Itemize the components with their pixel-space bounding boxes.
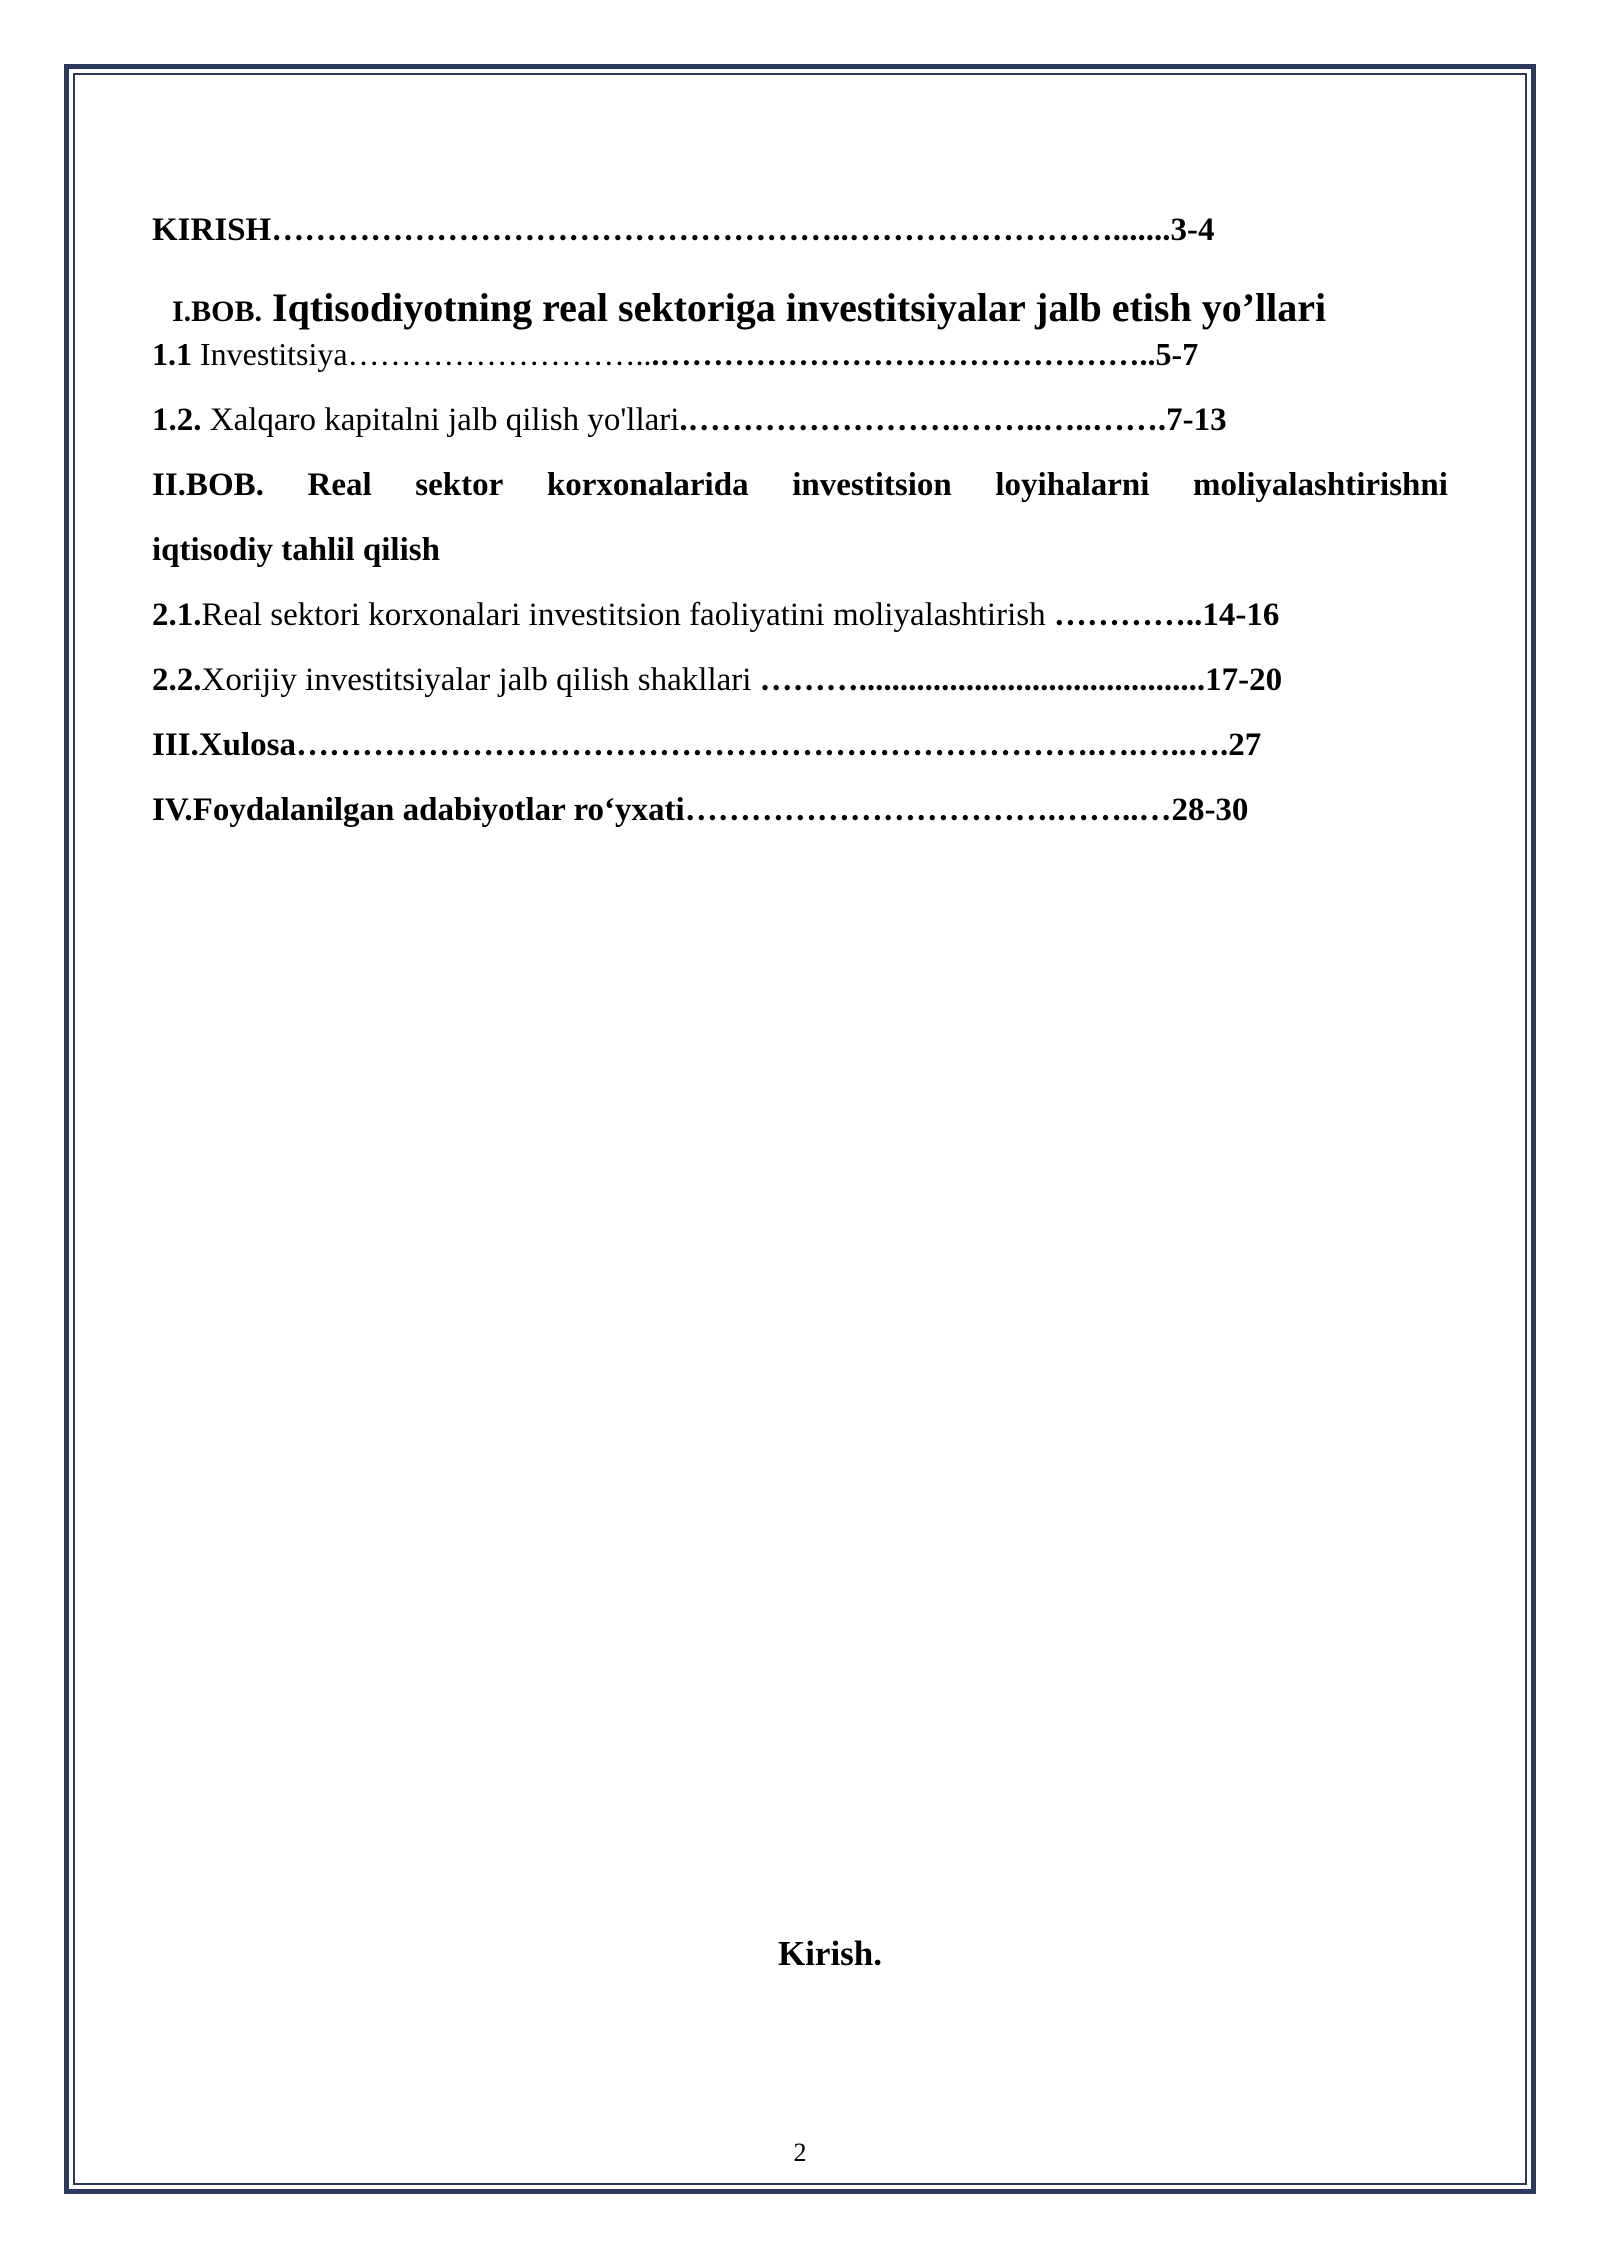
toc-page-range: 28-30	[1171, 792, 1249, 828]
chapter-word: korxonalarida	[546, 467, 749, 503]
chapter-word: II.BOB.	[152, 467, 264, 503]
chapter-word: investitsion	[792, 467, 952, 503]
toc-label: Xalqaro kapitalni jalb qilish yo'llari	[201, 402, 680, 438]
chapter-word: loyihalarni	[995, 467, 1150, 503]
chapter-prefix: I.BOB.	[172, 295, 263, 328]
toc-entry-1-1	[152, 334, 1448, 374]
toc-entry-1-2	[152, 400, 1448, 440]
toc-chapter-2-line-2	[152, 530, 1448, 570]
toc-label: Xorijiy investitsiyalar jalb qilish shakllari	[201, 662, 760, 698]
toc-label: IV.Foydalanilgan adabiyotlar ro‘yxati	[152, 792, 685, 828]
toc-label: Investitsiya	[192, 336, 348, 372]
toc-leader-dots: ……………………………………………..…………………….......	[271, 212, 1171, 248]
toc-leader-dots: .…………………….……..…..…….	[679, 402, 1167, 438]
toc-chapter-1	[172, 286, 1468, 334]
toc-number: 1.2.	[152, 402, 202, 438]
toc-page-range: 27	[1228, 727, 1262, 763]
toc-number: 2.2.	[152, 662, 202, 698]
toc-entry-3	[152, 725, 1448, 765]
toc-leader-dots: ………………………..	[347, 336, 652, 372]
toc-page-range: 3-4	[1170, 212, 1215, 248]
toc-entry-2-2	[152, 660, 1448, 700]
toc-leader-dots-bold: .………………………………………..	[651, 336, 1156, 372]
toc-label: KIRISH	[152, 212, 272, 248]
toc-page-range: 17-20	[1205, 662, 1283, 698]
toc-entry-2-1	[152, 595, 1448, 635]
section-heading: Kirish.	[777, 1934, 883, 1973]
page-number: 2	[793, 2138, 807, 2167]
chapter-title: Iqtisodiyotning real sektoriga investitsiyalar jalb etish yo’llari	[272, 286, 1327, 330]
toc-entry-kirish	[152, 210, 1448, 250]
toc-entry-4	[152, 790, 1448, 830]
toc-page-range: 5-7	[1155, 336, 1199, 372]
page-border-inner	[73, 73, 1527, 2185]
toc-label: III.Xulosa	[152, 727, 296, 763]
toc-page-range: 14-16	[1202, 597, 1280, 633]
toc-leader-dots: …………..	[1053, 597, 1203, 633]
toc-number: 2.1.	[152, 597, 202, 633]
chapter-title-continuation: iqtisodiy tahlil qilish	[152, 532, 440, 568]
toc-chapter-2-line-1	[152, 465, 1448, 505]
chapter-word: Real	[307, 467, 372, 503]
toc-page-range: 7-13	[1166, 402, 1227, 438]
toc-leader-dots: ………..........................................	[759, 662, 1206, 698]
toc-leader-dots: ……………………………………………………………….….…..….	[295, 727, 1229, 763]
chapter-word: sektor	[415, 467, 504, 503]
chapter-word: moliyalashtirishni	[1193, 467, 1448, 503]
toc-number: 1.1	[152, 336, 192, 372]
toc-label: Real sektori korxonalari investitsion faoliyatini moliyalashtirish	[201, 597, 1054, 633]
toc-leader-dots: …………………………….……..…	[684, 792, 1172, 828]
